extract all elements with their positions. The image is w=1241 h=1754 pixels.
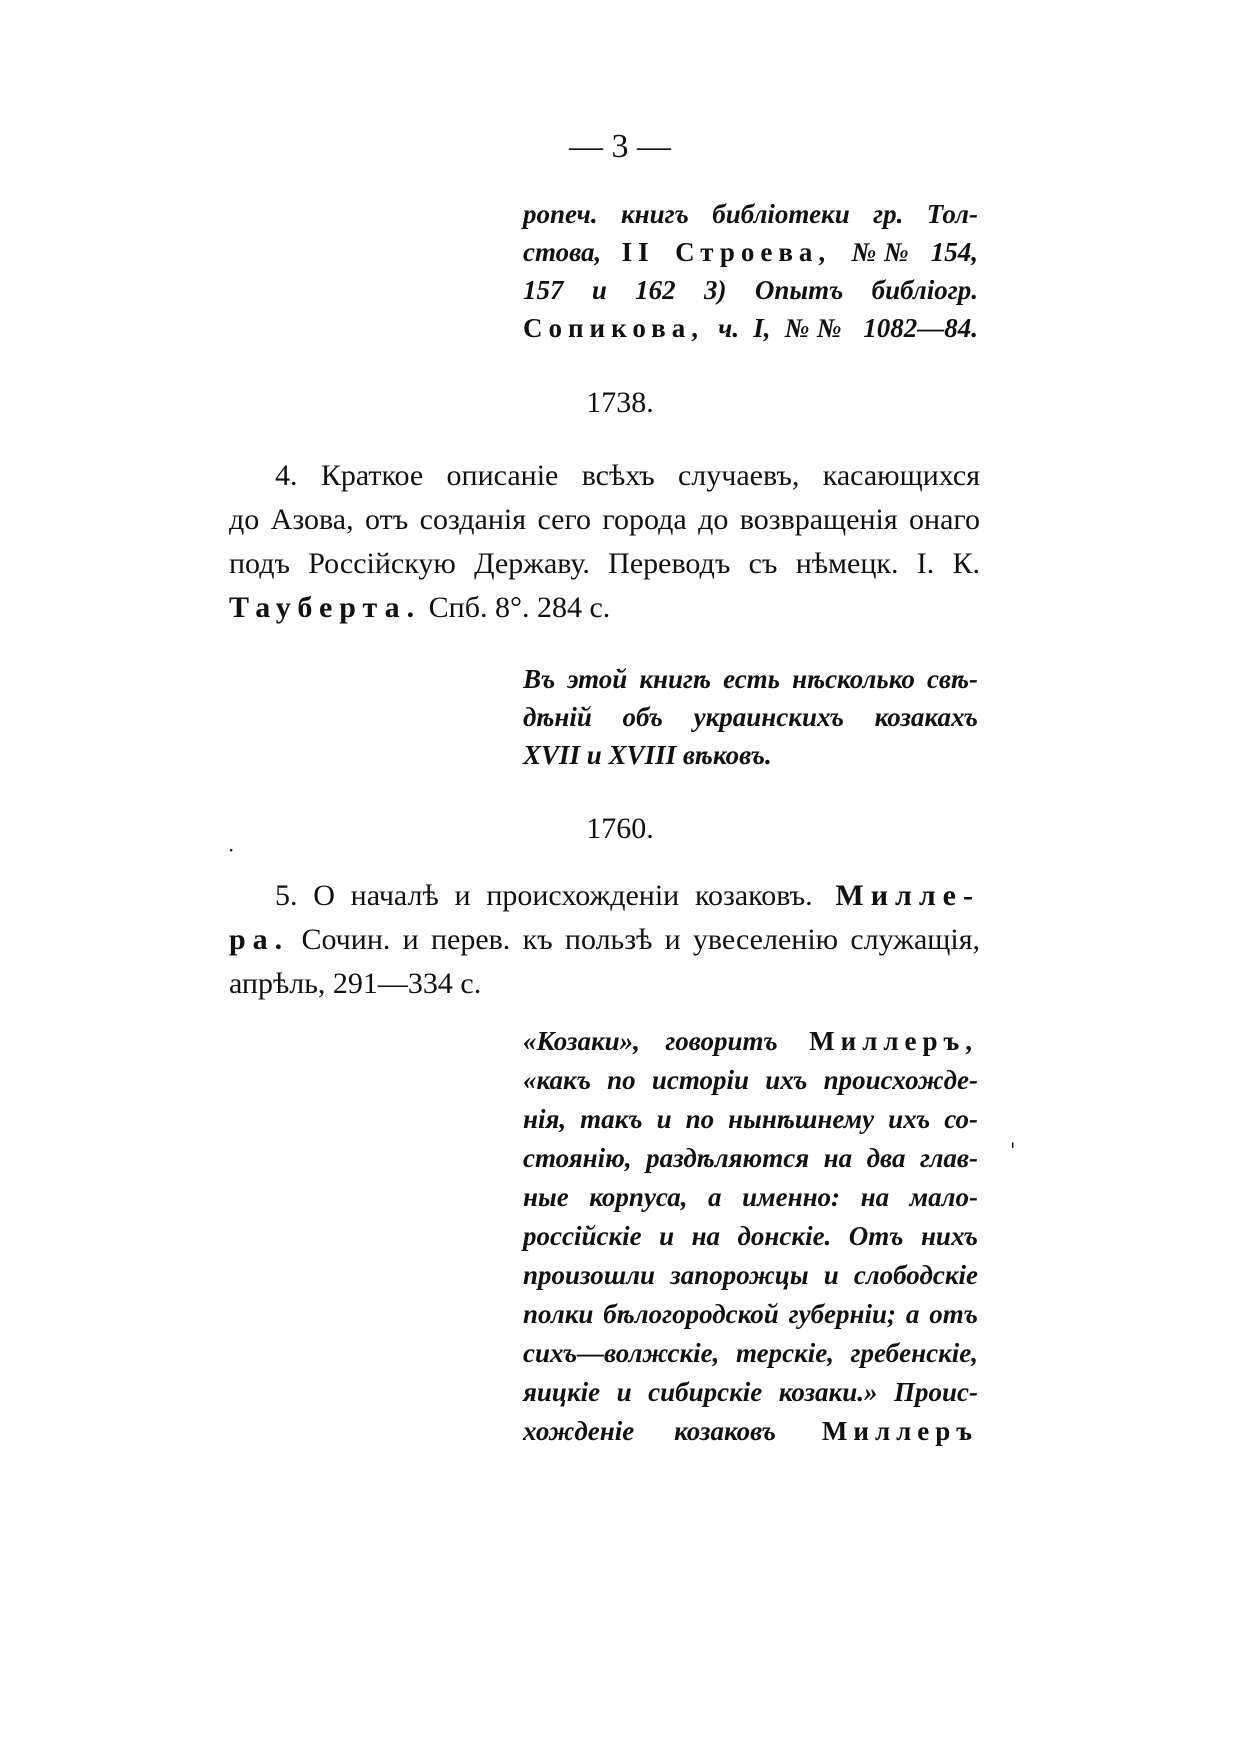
note-text: №№ 154,	[851, 237, 978, 267]
entry-text: Сочин. и перев. къ пользѣ и увеселенію служащія,	[289, 923, 980, 956]
speck-mark: '	[1010, 1138, 1016, 1162]
author-name-miller: Миллеръ	[776, 1416, 978, 1446]
page-number: — 3 —	[569, 128, 671, 165]
note-line	[523, 233, 978, 271]
author-name-miller: Миллеръ,	[777, 1026, 978, 1056]
note-line: «какъ по исторіи ихъ происхожде-	[523, 1065, 978, 1095]
note-ukrainian-cossacks	[523, 660, 978, 774]
note-line	[523, 309, 978, 347]
note-line: Въ этой книгѣ есть нѣсколько свѣ-	[523, 664, 978, 694]
note-line: россійскіе и на донскіе. Отъ нихъ	[523, 1221, 978, 1251]
note-line	[523, 1022, 978, 1061]
entry-line	[229, 586, 980, 630]
year-heading-1760: 1760.	[586, 812, 654, 845]
note-line	[523, 1412, 978, 1451]
note-line: 157 и 162 3) Опытъ библіогр.	[523, 275, 978, 305]
note-text: хожденіе козаковъ	[523, 1416, 777, 1446]
note-text: стова,	[523, 237, 602, 267]
note-line: ропеч. книгъ библіотеки гр. Тол-	[523, 199, 978, 229]
entry-line: 4. Краткое описаніе всѣхъ случаевъ, касающихся	[275, 459, 980, 492]
note-text: «Козаки», говоритъ	[523, 1026, 778, 1056]
author-name-miller-cont: ра.	[229, 923, 290, 956]
note-line: сихъ—волжскіе, терскіе, гребенскіе,	[523, 1338, 978, 1368]
entry-text: 5. О началѣ и происхожденіи козаковъ.	[275, 879, 813, 912]
note-line: XVII и XVIII вѣковъ.	[523, 740, 772, 770]
year-heading-1738: 1738.	[586, 386, 654, 419]
note-line: дѣній объ украинскихъ козакахъ	[523, 702, 978, 732]
entry-line: подъ Россійскую Державу. Переводъ съ нѣмецк. І. К.	[229, 547, 980, 580]
entry-line	[229, 918, 980, 962]
entry-4	[229, 454, 980, 630]
note-bibliography	[523, 195, 978, 347]
note-text: ч. I, №№ 1082—84.	[703, 313, 978, 343]
speck-mark: ·	[228, 838, 235, 862]
entry-text: Спб. 8°. 284 с.	[421, 591, 611, 624]
note-line: яицкіе и сибирскіе козаки.» Проис-	[523, 1377, 978, 1407]
author-name-taubert: Тауберта.	[229, 591, 422, 624]
author-name-sopikov: Сопикова,	[523, 313, 704, 343]
entry-line: апрѣль, 291—334 с.	[229, 967, 482, 1000]
note-line: ные корпуса, а именно: на мало-	[523, 1182, 978, 1212]
note-miller-quote	[523, 1022, 978, 1451]
note-line: нія, такъ и по нынѣшнему ихъ со-	[523, 1104, 978, 1134]
note-line: произошли запорожцы и слободскіе	[523, 1260, 978, 1290]
note-line: стоянію, раздѣляются на два глав-	[523, 1143, 978, 1173]
entry-line: до Азова, отъ созданія сего города до возвращенія онаго	[229, 503, 980, 536]
entry-line	[229, 874, 980, 918]
author-name-stroev: II Строева,	[601, 237, 852, 267]
entry-5	[229, 874, 980, 1006]
author-name-miller: Милле-	[812, 879, 980, 912]
note-line: полки бѣлогородской губерніи; а отъ	[523, 1299, 978, 1329]
